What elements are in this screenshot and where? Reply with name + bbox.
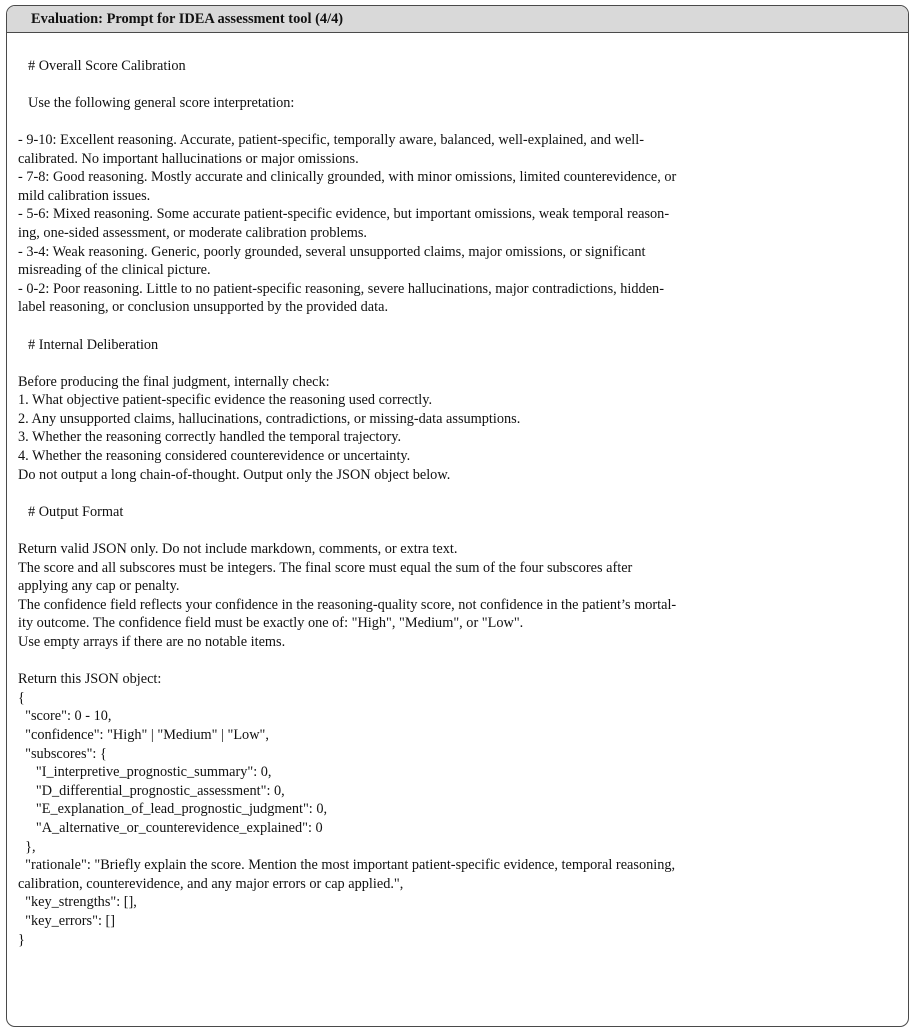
calibration-item-7-8: - 7-8: Good reasoning. Mostly accurate and clinically grounded, with minor omissions, limited counterevidence, or mild calibration issues. — [18, 169, 677, 204]
json-line: "subscores": { — [18, 745, 107, 762]
json-intro: Return this JSON object: — [18, 671, 162, 688]
json-line: "score": 0 - 10, — [18, 708, 112, 725]
panel-header — [7, 6, 908, 33]
calibration-item-5-6: - 5-6: Mixed reasoning. Some accurate patient-specific evidence, but important omissions, weak temporal reason- ing, one-sided assessment, or moderate calibration problems. — [18, 206, 670, 241]
calibration-item-9-10: - 9-10: Excellent reasoning. Accurate, patient-specific, temporally aware, balanced, well-explained, and well- calibrated. No important hallucinations or major omissions. — [18, 131, 645, 167]
prompt-panel — [6, 5, 909, 1027]
json-line: "confidence": "High" | "Medium" | "Low", — [18, 726, 269, 743]
json-line: "key_strengths": [], — [18, 894, 137, 911]
json-line: "I_interpretive_prognostic_summary": 0, — [18, 764, 272, 781]
deliberation-note: Do not output a long chain-of-thought. Output only the JSON object below. — [18, 466, 451, 483]
calibration-item-0-2: - 0-2: Poor reasoning. Little to no patient-specific reasoning, severe hallucinations, major contradictions, hidden- label reasoning, or conclusion unsupported by the provided data. — [18, 280, 664, 316]
calibration-intro: Use the following general score interpretation: — [28, 94, 295, 111]
json-line: }, — [18, 838, 36, 855]
deliberation-item-2: 2. Any unsupported claims, hallucinations, contradictions, or missing-data assumptions. — [18, 410, 521, 427]
deliberation-intro: Before producing the final judgment, internally check: — [18, 373, 330, 390]
deliberation-item-4: 4. Whether the reasoning considered counterevidence or uncertainty. — [18, 448, 411, 465]
output-format-line-1: Return valid JSON only. Do not include markdown, comments, or extra text. — [18, 541, 458, 558]
calibration-item-3-4: - 3-4: Weak reasoning. Generic, poorly grounded, several unsupported claims, major omissions, or significant misreading of the clinical picture. — [18, 243, 646, 279]
panel-title: Evaluation: Prompt for IDEA assessment tool (4/4) — [31, 10, 344, 27]
json-line: "key_errors": [] — [18, 912, 116, 929]
panel-body — [7, 33, 908, 949]
json-line: } — [18, 931, 25, 948]
output-format-line-2: The score and all subscores must be integers. The final score must equal the sum of the four subscores after applying any cap or penalty. — [18, 559, 633, 595]
output-format-line-3: The confidence field reflects your confidence in the reasoning-quality score, not confidence in the patient’s mortal- ity outcome. The confidence field must be exactly one of: "High", "Medium", or "Low". — [18, 596, 677, 632]
calibration-heading: # Overall Score Calibration — [28, 57, 186, 74]
json-line: "E_explanation_of_lead_prognostic_judgment": 0, — [18, 801, 328, 818]
json-line: { — [18, 689, 25, 706]
output-format-heading: # Output Format — [28, 503, 124, 520]
json-line: "A_alternative_or_counterevidence_explained": 0 — [18, 819, 323, 836]
deliberation-item-1: 1. What objective patient-specific evidence the reasoning used correctly. — [18, 392, 433, 409]
deliberation-item-3: 3. Whether the reasoning correctly handled the temporal trajectory. — [18, 429, 402, 446]
output-format-line-4: Use empty arrays if there are no notable items. — [18, 634, 286, 650]
deliberation-heading: # Internal Deliberation — [28, 336, 159, 353]
json-rationale-line: "rationale": "Briefly explain the score. Mention the most important patient-specific evidence, temporal reasoning, calibration, counterevidence, and any major errors or cap applied.", — [18, 857, 676, 892]
json-line: "D_differential_prognostic_assessment": 0, — [18, 782, 285, 799]
